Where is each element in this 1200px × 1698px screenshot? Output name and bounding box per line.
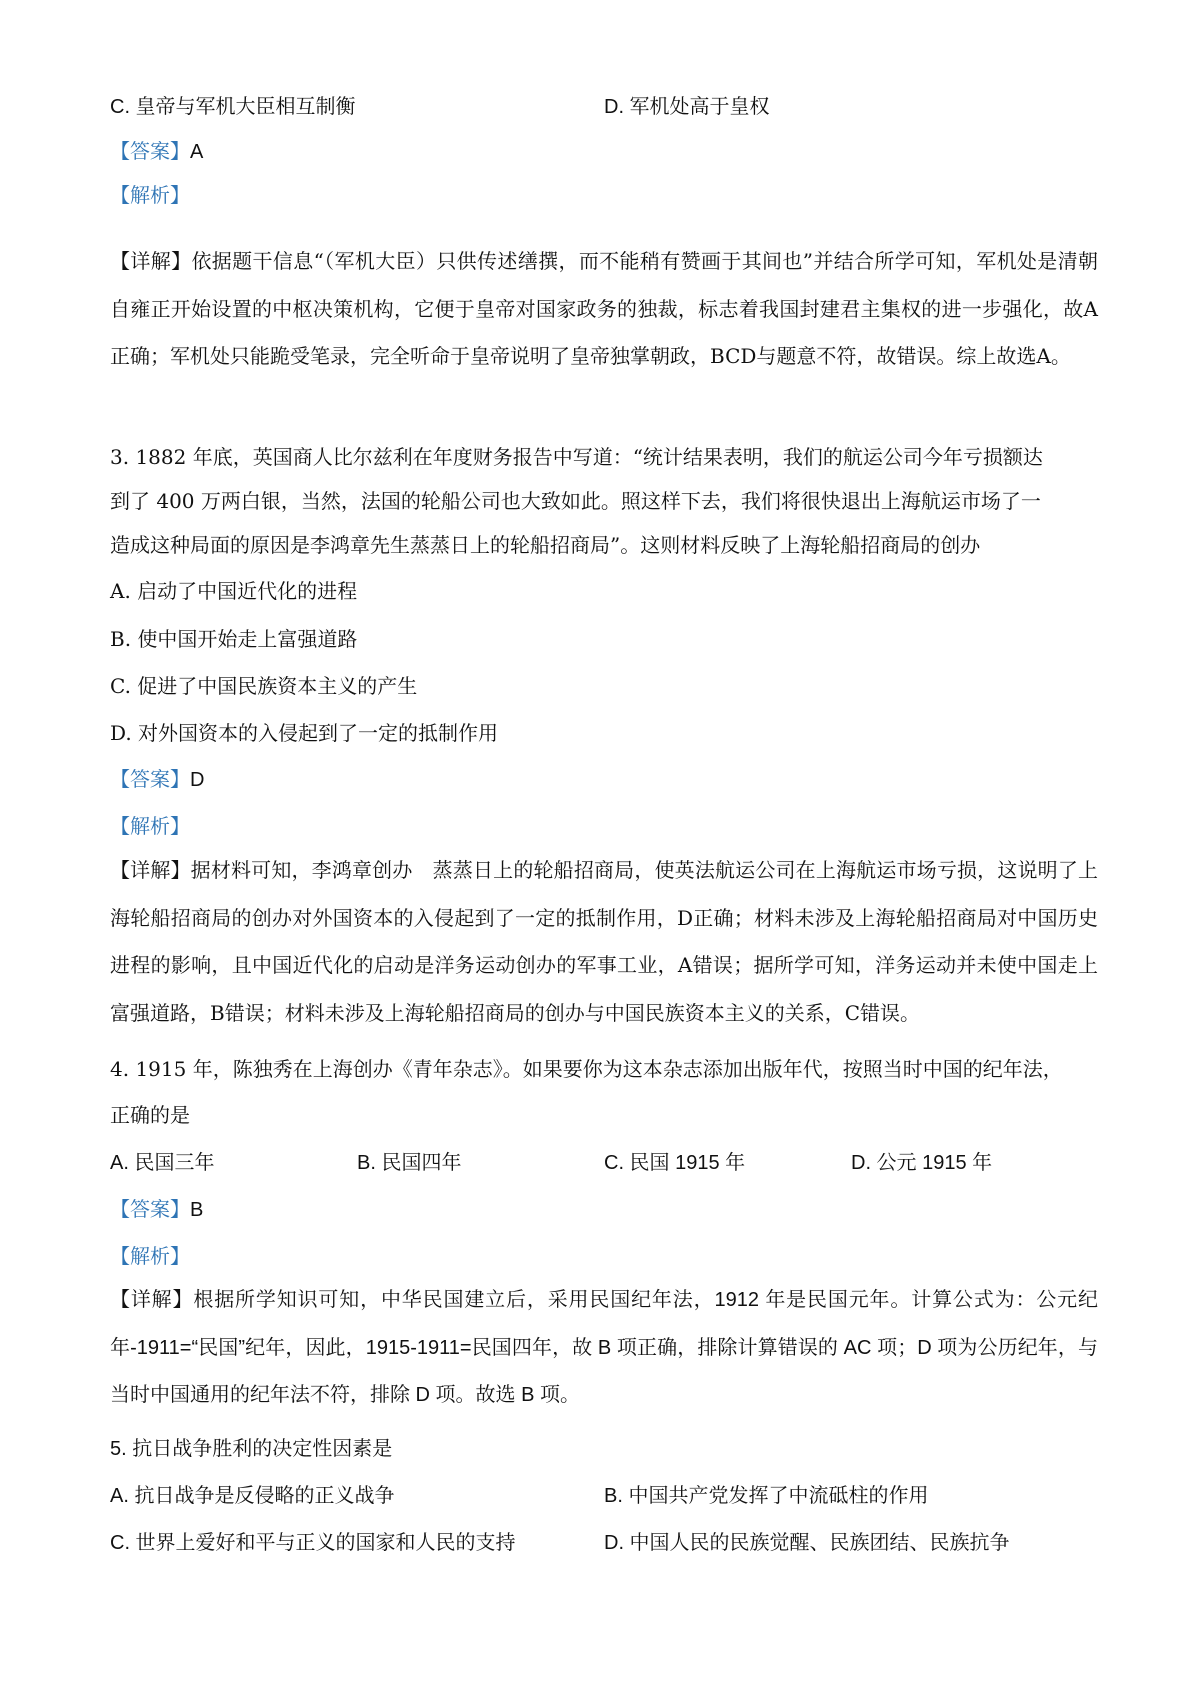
q3-stem-line3: 造成这种局面的原因是李鸿章先生蒸蒸日上的轮船招商局”。这则材料反映了上海轮船招商局的创办 [110, 533, 981, 557]
q4-option-b: B. 民国四年 [357, 1152, 462, 1174]
answer-label: 【答案】 [110, 1197, 190, 1221]
q5-option-c: C. 世界上爱好和平与正义的国家和人民的支持 [110, 1532, 516, 1554]
answer-value: B [190, 1199, 204, 1221]
q4-analysis-label: 【解析】 [110, 1244, 190, 1268]
q2-option-d: D. 军机处高于皇权 [604, 96, 770, 118]
q5-option-d: D. 中国人民的民族觉醒、民族团结、民族抗争 [604, 1532, 1010, 1554]
detail-text: 根据所学知识可知，中华民国建立后，采用民国纪年法，1912 年是民国元年。计算公式为：公元纪年-1911=“民国”纪年，因此，1915-1911=民国四年，故 B 项正确，排除计算错误的 AC 项；D 项为公历纪年，与当时中国通用的纪年法不符，排除 D 项。故选 B 项。 [110, 1289, 1098, 1406]
q3-option-a: A. 启动了中国近代化的进程 [110, 579, 358, 603]
answer-value: D [190, 769, 205, 791]
q3-option-d: D. 对外国资本的入侵起到了一定的抵制作用 [110, 721, 499, 745]
detail-text: 据材料可知，李鸿章创办 蒸蒸日上的轮船招商局，使英法航运公司在上海航运市场亏损，这说明了上海轮船招商局的创办对外国资本的入侵起到了一定的抵制作用，D正确；材料未涉及上海轮船招商局对中国历史进程的影响，且中国近代化的启动是洋务运动创办的军事工业，A错误；据所学可知，洋务运动并未使中国走上富强道路，B错误；材料未涉及上海轮船招商局的创办与中国民族资本主义的关系，C错误。 [110, 858, 1099, 1025]
q4-answer [110, 1196, 203, 1223]
detail-label: 【详解】 [110, 249, 192, 273]
q2-detail [110, 238, 1098, 381]
q3-answer [110, 766, 204, 793]
q3-option-c: C. 促进了中国民族资本主义的产生 [110, 674, 418, 698]
q4-stem-line1: 4. 1915 年，陈独秀在上海创办《青年杂志》。如果要你为这本杂志添加出版年代，按照当时中国的纪年法， [110, 1057, 1063, 1081]
detail-label: 【详解】 [110, 1287, 194, 1311]
q3-option-b: B. 使中国开始走上富强道路 [110, 627, 358, 651]
q5-option-b: B. 中国共产党发挥了中流砥柱的作用 [604, 1485, 929, 1507]
q4-detail [110, 1276, 1098, 1420]
answer-label: 【答案】 [110, 767, 190, 791]
detail-text: 依据题干信息“（军机大臣）只供传述缮撰，而不能稍有赞画于其间也”并结合所学可知，军机处是清朝自雍正开始设置的中枢决策机构，它便于皇帝对国家政务的独裁，标志着我国封建君主集权的进一步强化，故A正确；军机处只能跪受笔录，完全听命于皇帝说明了皇帝独掌朝政，BCD与题意不符，故错误。综上故选A。 [110, 249, 1099, 368]
answer-label: 【答案】 [110, 139, 190, 163]
q3-detail [110, 847, 1098, 1037]
q4-option-c: C. 民国 1915 年 [604, 1152, 746, 1174]
detail-label: 【详解】 [110, 858, 191, 882]
q5-stem: 5. 抗日战争胜利的决定性因素是 [110, 1438, 393, 1460]
q4-option-d: D. 公元 1915 年 [851, 1152, 993, 1174]
q3-analysis-label: 【解析】 [110, 814, 190, 838]
q4-option-a: A. 民国三年 [110, 1152, 215, 1174]
q5-option-a: A. 抗日战争是反侵略的正义战争 [110, 1485, 395, 1507]
q2-analysis-label: 【解析】 [110, 183, 190, 207]
answer-value: A [190, 141, 204, 163]
q2-option-c: C. 皇帝与军机大臣相互制衡 [110, 96, 356, 118]
q4-stem-line2: 正确的是 [110, 1103, 190, 1127]
q2-answer [110, 138, 203, 165]
q3-stem-line2: 到了 400 万两白银，当然，法国的轮船公司也大致如此。照这样下去，我们将很快退出上海航运市场了一 [110, 489, 1041, 513]
q3-stem-line1: 3. 1882 年底，英国商人比尔兹利在年度财务报告中写道：“统计结果表明，我们的航运公司今年亏损额达 [110, 445, 1043, 469]
